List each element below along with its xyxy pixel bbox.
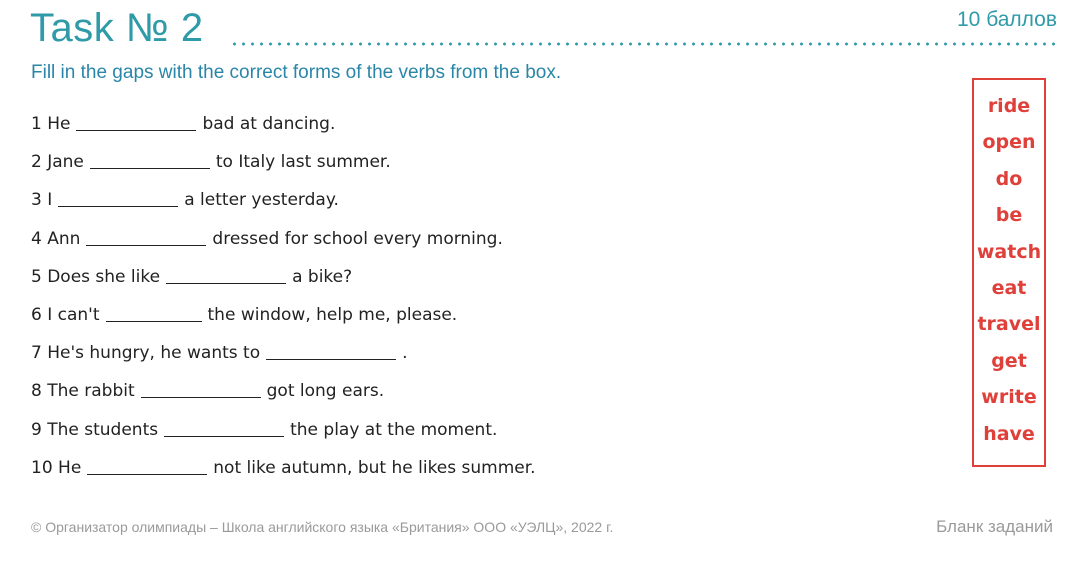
exercise-item bbox=[31, 150, 931, 188]
dotted-rule bbox=[230, 42, 1060, 46]
exercise-item bbox=[31, 456, 931, 494]
exercise-item bbox=[31, 188, 931, 226]
item-text-after: got long ears. bbox=[266, 381, 385, 402]
points-label: 10 баллов bbox=[957, 8, 1057, 31]
task-title: Task № 2 bbox=[30, 6, 204, 50]
item-text-before: 8 The rabbit bbox=[31, 381, 135, 402]
verb-word: open bbox=[982, 131, 1036, 154]
verb-word: be bbox=[995, 204, 1023, 227]
item-text-after: a bike? bbox=[292, 266, 353, 287]
verb-word: ride bbox=[987, 95, 1031, 117]
verb-word: do bbox=[995, 167, 1023, 190]
exercise-item bbox=[31, 112, 931, 150]
answer-gap[interactable] bbox=[166, 265, 286, 284]
exercise-item bbox=[31, 303, 931, 341]
task-instruction: Fill in the gaps with the correct forms of the verbs from the box. bbox=[31, 62, 562, 83]
item-text-before: 3 I bbox=[31, 190, 53, 211]
verb-word: eat bbox=[991, 276, 1027, 299]
answer-gap[interactable] bbox=[164, 418, 284, 437]
answer-gap[interactable] bbox=[106, 303, 202, 322]
item-text-after: dressed for school every morning. bbox=[212, 228, 503, 249]
exercise-item bbox=[31, 227, 931, 265]
item-text-before: 10 He bbox=[31, 457, 82, 478]
answer-gap[interactable] bbox=[87, 456, 207, 475]
exercise-item bbox=[31, 265, 931, 303]
answer-gap[interactable] bbox=[58, 188, 178, 207]
item-text-after: the window, help me, please. bbox=[207, 304, 458, 325]
item-text-after: not like autumn, but he likes summer. bbox=[213, 457, 536, 478]
item-text-before: 1 He bbox=[31, 114, 71, 134]
verb-word: have bbox=[983, 422, 1035, 445]
answer-gap[interactable] bbox=[90, 150, 210, 169]
verb-word-box bbox=[972, 78, 1046, 467]
item-text-after: to Italy last summer. bbox=[215, 152, 391, 173]
verb-word: watch bbox=[976, 240, 1042, 263]
item-text-after: a letter yesterday. bbox=[184, 190, 339, 211]
answer-gap[interactable] bbox=[76, 112, 196, 131]
footer-copyright: © Организатор олимпиады – Школа английского языка «Британия» ООО «УЭЛЦ», 2022 г. bbox=[31, 519, 614, 535]
item-text-after: the play at the moment. bbox=[290, 419, 498, 440]
answer-gap[interactable] bbox=[141, 379, 261, 398]
item-text-after: . bbox=[402, 343, 408, 364]
item-text-before: 5 Does she like bbox=[31, 266, 161, 287]
verb-word: write bbox=[981, 386, 1037, 409]
footer-sheet-label: Бланк заданий bbox=[936, 517, 1053, 536]
item-text-after: bad at dancing. bbox=[202, 114, 336, 134]
item-text-before: 6 I can't bbox=[31, 304, 100, 325]
item-text-before: 4 Ann bbox=[31, 228, 81, 249]
exercise-item bbox=[31, 418, 931, 456]
verb-word: travel bbox=[977, 313, 1041, 336]
answer-gap[interactable] bbox=[266, 341, 396, 360]
item-text-before: 2 Jane bbox=[31, 152, 84, 173]
exercise-item bbox=[31, 379, 931, 417]
task-header bbox=[30, 6, 1060, 50]
item-text-before: 9 The students bbox=[31, 419, 159, 440]
item-text-before: 7 He's hungry, he wants to bbox=[31, 343, 261, 364]
exercise-item bbox=[31, 341, 931, 379]
verb-word: get bbox=[991, 349, 1027, 372]
exercise-list bbox=[31, 112, 931, 494]
answer-gap[interactable] bbox=[86, 227, 206, 246]
